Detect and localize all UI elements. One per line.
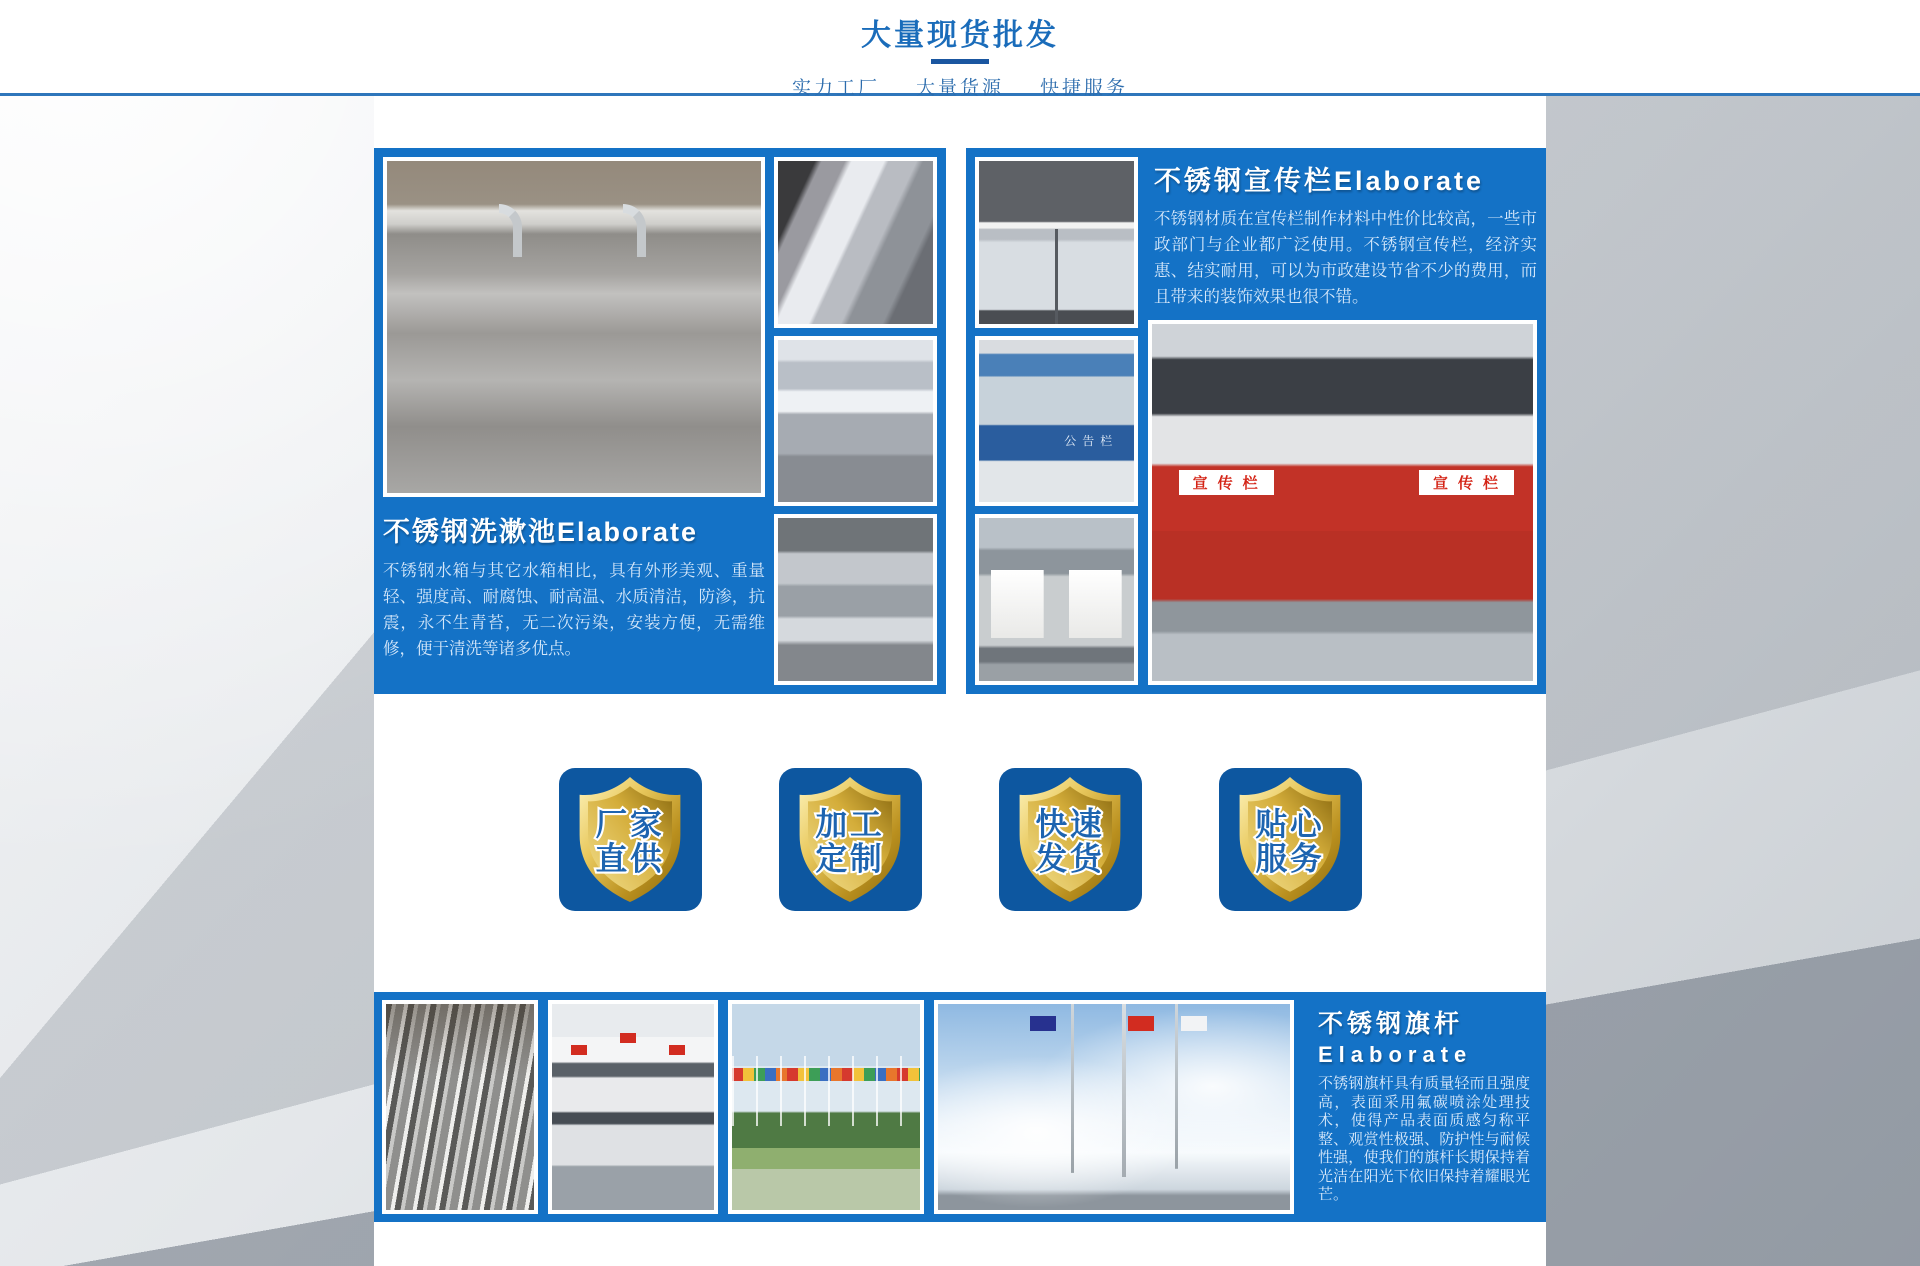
- flagpole-subtitle: Elaborate: [1318, 1042, 1473, 1067]
- bulletin-board-label: 宣传栏: [1419, 470, 1514, 495]
- red-flag-shape: [620, 1033, 636, 1043]
- flagpole-description: 不锈钢旗杆具有质量轻而且强度高，表面采用氟碳喷涂处理技术，使得产品表面质感匀称平整、观赏性极强、防护性与耐候性强，使我们的旗杆长期保持着光洁在阳光下依旧保持着耀眼光芒。: [1318, 1075, 1530, 1203]
- gold-shield-icon: [1014, 775, 1126, 904]
- board-panel-main: [1148, 157, 1537, 685]
- board-panel-thumbs: [975, 157, 1138, 685]
- photo-steel-trough-drain: [774, 157, 937, 328]
- photo-red-bulletin-boards: [1148, 320, 1537, 685]
- product-panels-row: [374, 96, 1546, 694]
- photo-steel-pipes: [382, 1000, 538, 1214]
- badge-text-line1: 厂家: [595, 805, 665, 842]
- faucet-shape: [623, 204, 646, 257]
- photo-building-red-flags: [548, 1000, 718, 1214]
- photo-stainless-double-sink: [383, 157, 765, 497]
- red-flag-shape: [1128, 1016, 1154, 1031]
- badge-text-line1: 加工: [815, 805, 885, 842]
- photo-steel-wash-trough: [774, 514, 937, 685]
- nav-item-service[interactable]: 快捷服务: [1040, 78, 1129, 99]
- badge-caring-service: [1219, 768, 1362, 911]
- gold-shield-icon: [794, 775, 906, 904]
- faucet-shape: [499, 204, 522, 257]
- badge-text-line1: 贴心: [1255, 805, 1325, 842]
- blue-flag-shape: [1030, 1016, 1056, 1031]
- title-underline: [931, 59, 989, 64]
- badge-factory-direct: [559, 768, 702, 911]
- sink-panel-main: [383, 157, 765, 685]
- photo-steel-notice-boards: [975, 514, 1138, 685]
- nav-item-factory[interactable]: 实力工厂: [791, 78, 880, 99]
- photo-brick-wall-board: [975, 157, 1138, 328]
- white-flag-shape: [1181, 1016, 1207, 1031]
- sink-panel-title: 不锈钢洗漱池Elaborate: [383, 517, 699, 547]
- board-panel-title: 不锈钢宣传栏Elaborate: [1154, 166, 1485, 196]
- feature-badges-row: [374, 768, 1546, 911]
- photo-awning-board: [975, 336, 1138, 507]
- page-header: [0, 0, 1920, 99]
- flagpole-panel: [374, 992, 1546, 1222]
- flagpole-text-block: [1304, 1000, 1538, 1214]
- page-title: 大量现货批发: [861, 19, 1059, 52]
- gold-shield-icon: [574, 775, 686, 904]
- nav-item-supply[interactable]: 大量货源: [915, 78, 1004, 99]
- bulletin-board-label: 宣传栏: [1179, 470, 1274, 495]
- badge-text-line1: 快速: [1035, 805, 1105, 842]
- photo-colorful-flag-row: [728, 1000, 924, 1214]
- header-nav: [0, 73, 1920, 100]
- badge-text-line2: 发货: [1035, 840, 1105, 877]
- badge-fast-shipping: [999, 768, 1142, 911]
- sink-panel-thumbs: [774, 157, 937, 685]
- sink-panel-description: 不锈钢水箱与其它水箱相比，具有外形美观、重量轻、强度高、耐腐蚀、耐高温、水质清洁，防渗，抗震，永不生青苔，无二次污染，安装方便，无需维修，便于清洗等诸多优点。: [383, 562, 765, 658]
- board-panel: [966, 148, 1546, 694]
- badge-custom-processing: [779, 768, 922, 911]
- badge-text-line2: 服务: [1255, 840, 1325, 877]
- gold-shield-icon: [1234, 775, 1346, 904]
- sink-panel: [374, 148, 946, 694]
- photo-tall-flagpoles-sky: [934, 1000, 1294, 1214]
- flagpole-title: 不锈钢旗杆: [1318, 1010, 1464, 1038]
- red-flag-shape: [669, 1045, 685, 1055]
- badge-text-line2: 直供: [595, 840, 665, 877]
- badge-text-line2: 定制: [815, 840, 885, 877]
- photo-steel-wash-table: [774, 336, 937, 507]
- red-flag-shape: [571, 1045, 587, 1055]
- content-column: [374, 96, 1546, 1266]
- board-panel-description: 不锈钢材质在宣传栏制作材料中性价比较高，一些市政部门与企业都广泛使用。不锈钢宣传栏，经济实惠、结实耐用，可以为市政建设节省不少的费用，而且带来的装饰效果也很不错。: [1154, 210, 1537, 306]
- awning-board-label: 公告栏: [1064, 434, 1119, 449]
